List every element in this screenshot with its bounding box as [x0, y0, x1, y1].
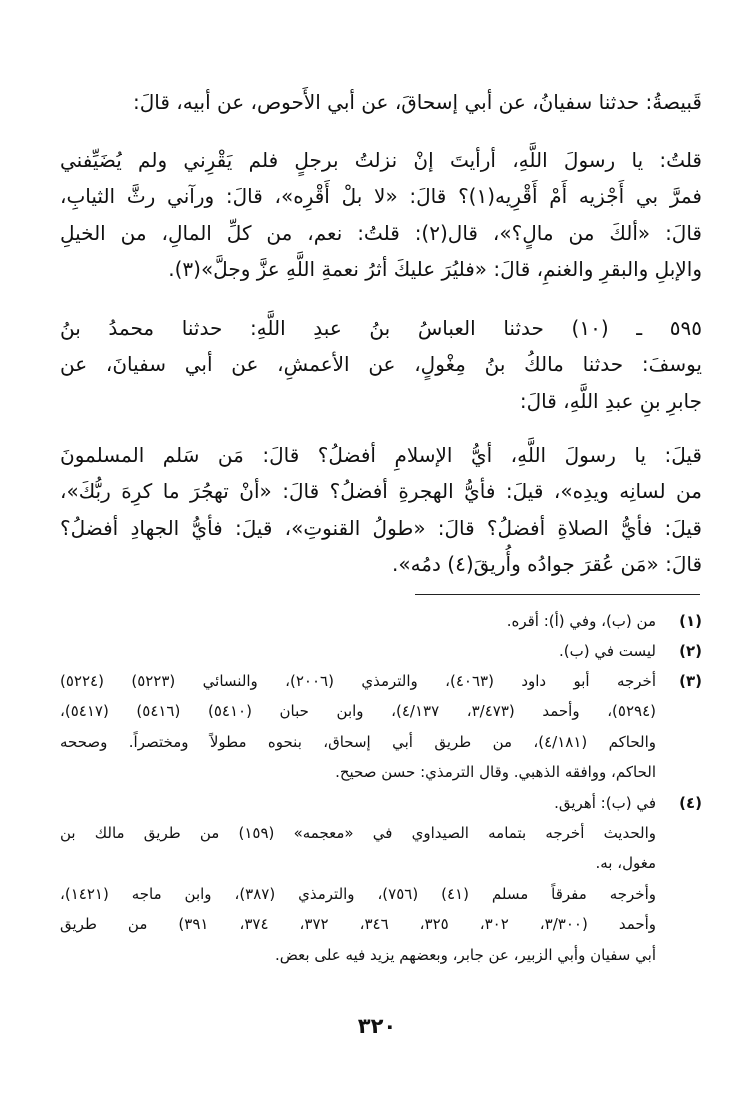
page-number: ٣٢٠	[357, 1014, 397, 1038]
body-line: قَبيصةُ: حدثنا سفيانُ، عن أبي إسحاقَ، عن أبي الأَحوص، عن أبيه، قالَ:	[133, 90, 702, 114]
body-line: قيلَ: يا رسولَ اللَّهِ، أيُّ الإسلامِ أفضلُ؟ قالَ: مَن سَلم المسلمونَ	[60, 443, 702, 467]
footnote-number: (٣)	[679, 672, 702, 690]
footnote-line: أبي سفيان وأبي الزبير، عن جابر، وبعضهم يزيد فيه على بعض.	[275, 946, 656, 964]
footnote-line: في (ب): أهريق.	[554, 794, 656, 812]
footnote-number: (٢)	[679, 642, 702, 660]
body-line: من لسانِه ويدِه»، قيلَ: فأيُّ الهجرةِ أفضلُ؟ قالَ: «أنْ تهجُرَ ما كرِهَ ربُّكَ»،	[60, 479, 702, 503]
body-line: قلتُ: يا رسولَ اللَّهِ، أرأيتَ إنْ نزلتُ برجلٍ فلم يَقْرِني ولم يُضَيِّفني	[60, 148, 702, 172]
footnote-1	[60, 606, 702, 636]
footnote-line: الحاكم، ووافقه الذهبي. وقال الترمذي: حسن صحيح.	[335, 763, 656, 781]
footnote-number: (٤)	[679, 794, 702, 812]
footnote-line: (٥٢٩٤)، وأحمد (٣/٤٧٣، ٤/١٣٧)، وابن حبان (٥٤١٠) (٥٤١٦) (٥٤١٧)،	[60, 702, 656, 720]
body-line: قيلَ: فأيُّ الصلاةِ أفضلُ؟ قالَ: «طولُ القنوتِ»، قيلَ: فأيُّ الجهادِ أفضلُ؟	[60, 516, 702, 540]
hadith-heading-line: ٥٩٥ ـ (١٠) حدثنا العباسُ بنُ عبدِ اللَّهِ: حدثنا محمدُ بنُ	[60, 316, 702, 340]
footnote-text: من (ب)، وفي (أ): أقره.	[506, 612, 656, 630]
body-line: فمرَّ بي أَجْزيه أَمْ أَقْرِيه(١)؟ قالَ: «لا بلْ أَقْرِه»، قالَ: ورآني رثَّ الثيابِ،	[60, 184, 702, 208]
body-line: جابرِ بنِ عبدِ اللَّهِ، قالَ:	[519, 389, 702, 413]
footnote-separator	[415, 594, 700, 595]
body-line: قالَ: «مَن عُقرَ جوادُه وأُريقَ(٤) دمُه».	[391, 552, 702, 576]
body-line: والإبلِ والبقرِ والغنمِ، قالَ: «فليُرَ عليكَ أثرُ نعمةِ اللَّهِ عزَّ وجلَّ»(٣).	[168, 257, 702, 281]
footnote-line: وأحمد (٣/٣٠٠، ٣٠٢، ٣٢٥، ٣٤٦، ٣٧٢، ٣٧٤، ٣٩١) من طريق	[60, 915, 656, 933]
body-line: قالَ: «ألكَ من مالٍ؟»، قال(٢): قلتُ: نعم، من كلِّ المالِ، من الخيلِ	[60, 221, 702, 245]
footnote-text: ليست في (ب).	[558, 642, 656, 660]
footnote-line: أخرجه أبو داود (٤٠٦٣)، والترمذي (٢٠٠٦)، والنسائي (٥٢٢٣) (٥٢٢٤)	[60, 672, 656, 690]
footnote-number: (١)	[679, 612, 702, 630]
body-line: يوسفَ: حدثنا مالكُ بنُ مِغْولٍ، عن الأعمشِ، عن أبي سفيانَ، عن	[60, 352, 702, 376]
footnote-line: والحاكم (٤/١٨١)، من طريق أبي إسحاق، بنحوه مطولاً ومختصراً. وصححه	[60, 733, 656, 751]
footnote-line: والحديث أخرجه بتمامه الصيداوي في «معجمه» (١٥٩) من طريق مالك بن	[60, 824, 656, 842]
footnote-line: وأخرجه مفرقاً مسلم (٤١) (٧٥٦)، والترمذي (٣٨٧)، وابن ماجه (١٤٢١)،	[60, 885, 656, 903]
footnote-2	[60, 636, 702, 666]
footnote-line: مغول، به.	[595, 854, 656, 872]
